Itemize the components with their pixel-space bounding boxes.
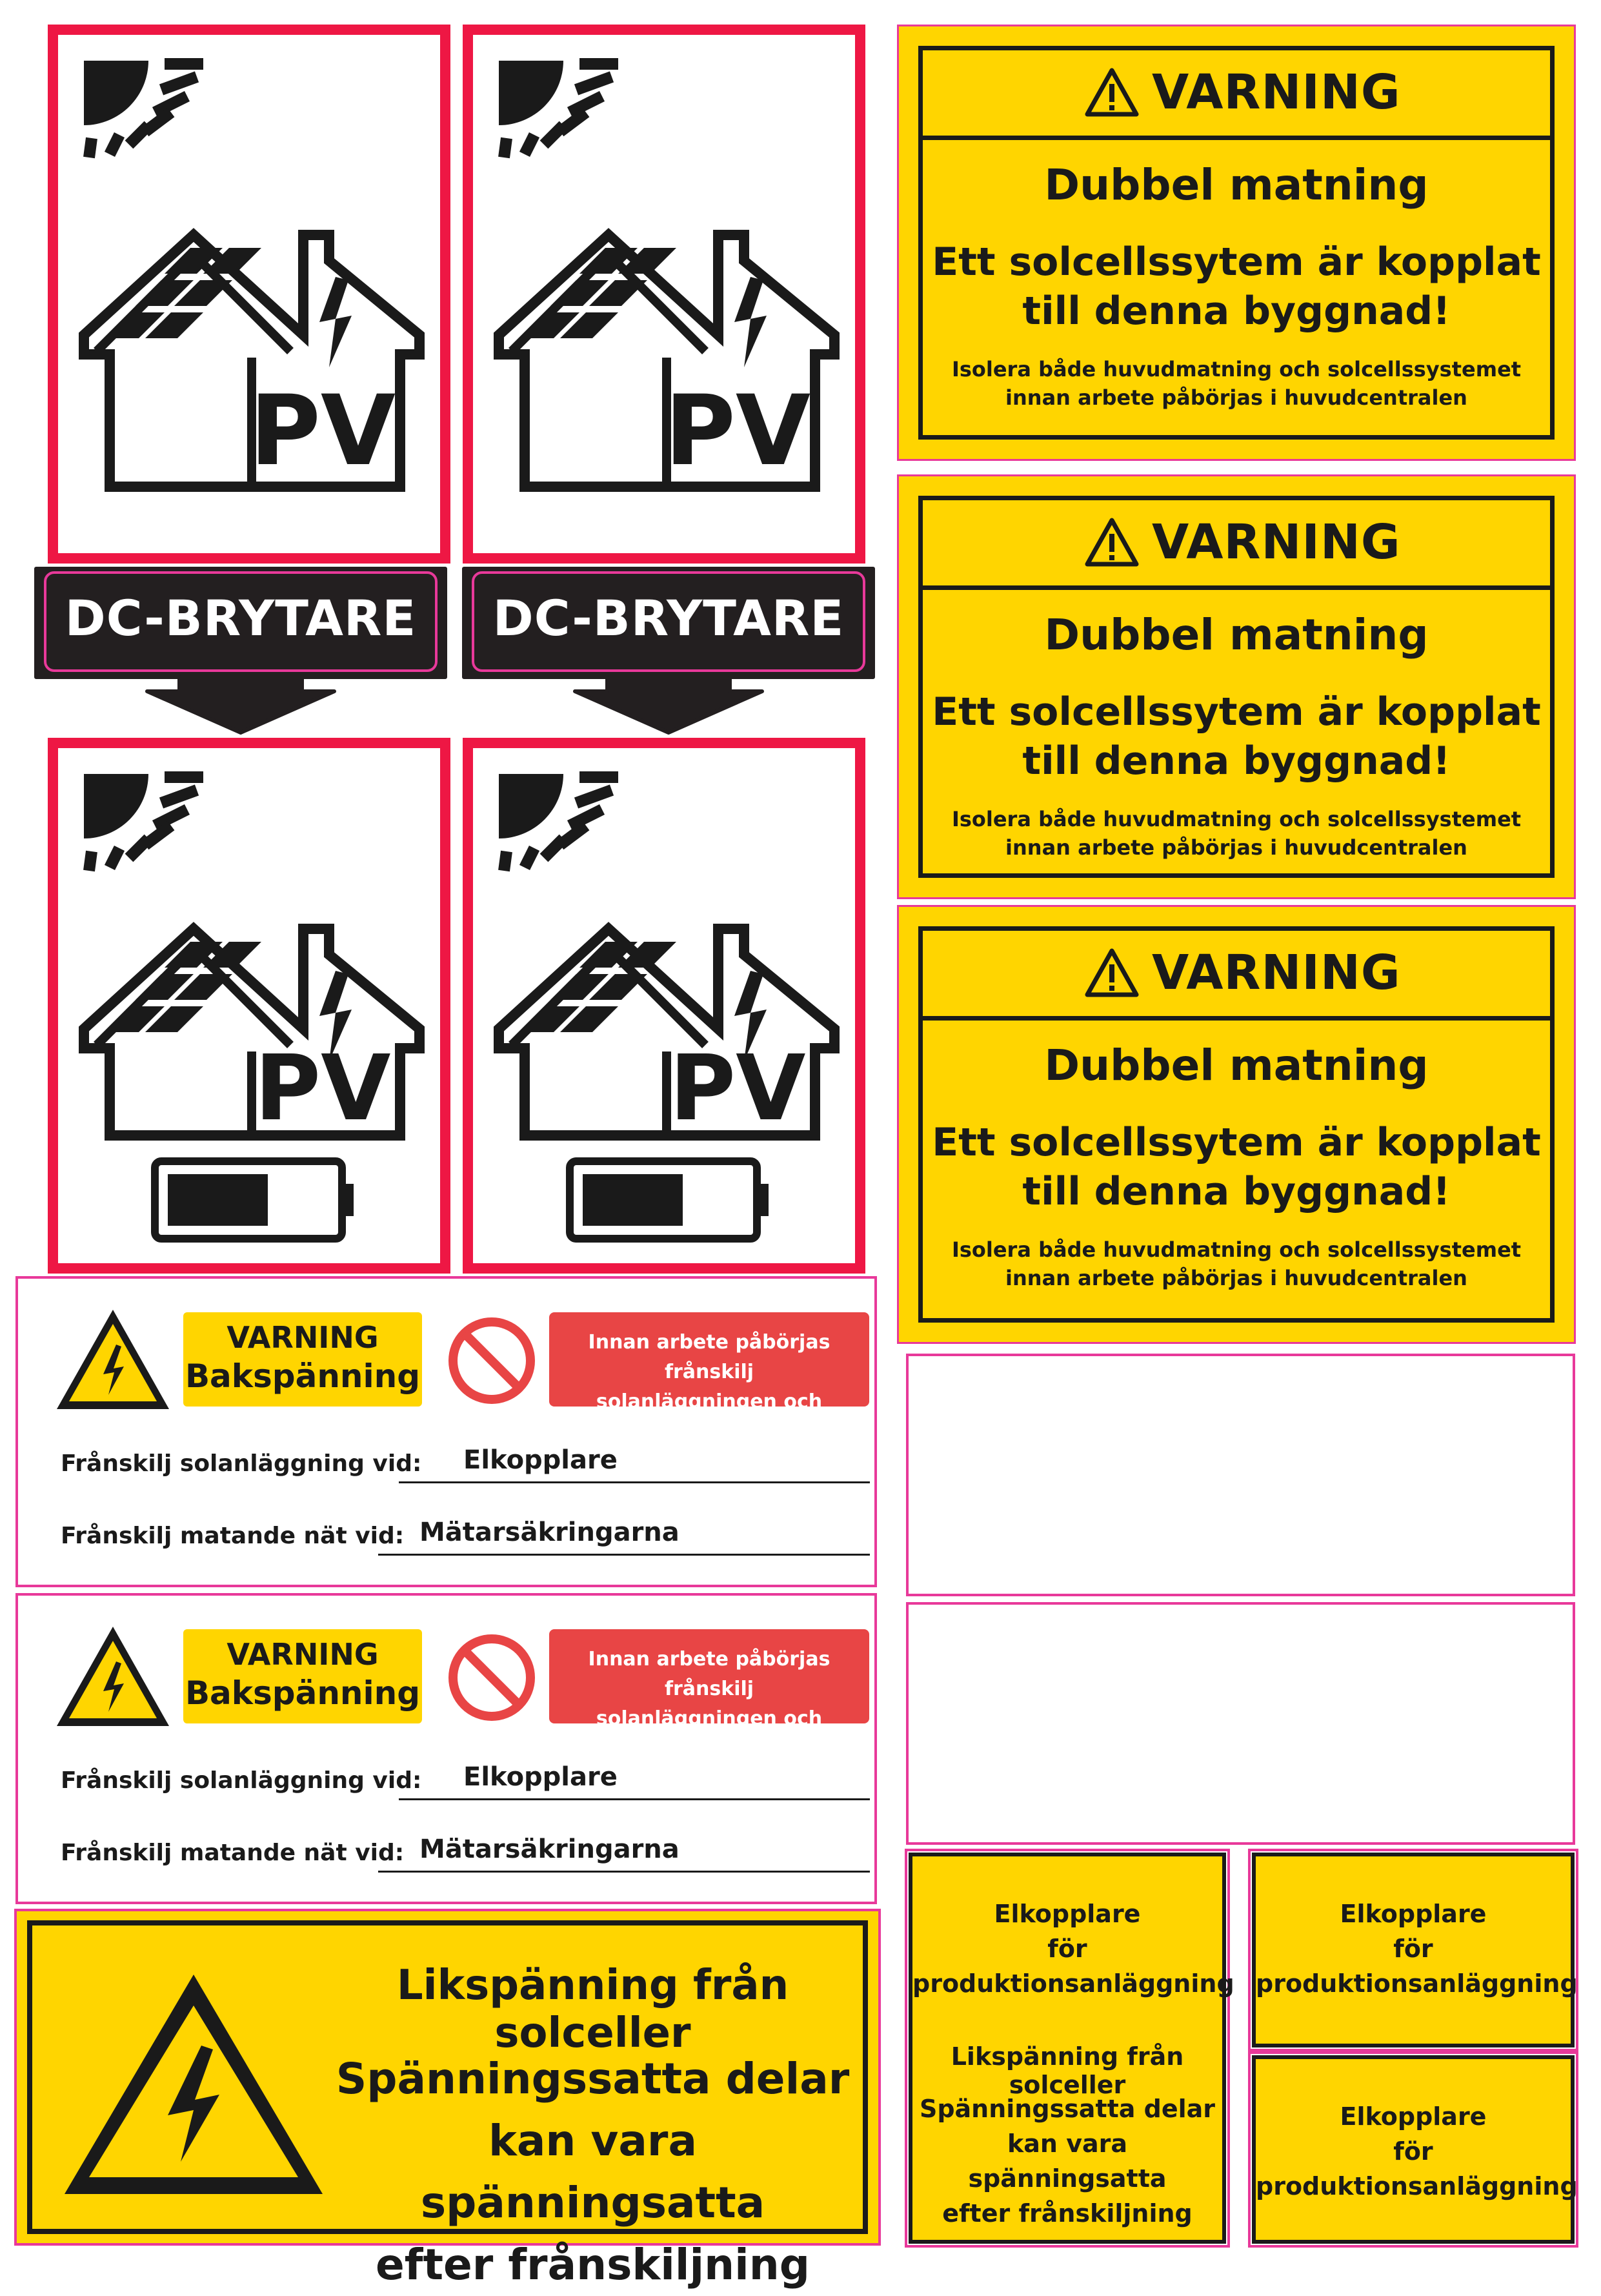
high-voltage-icon bbox=[58, 1968, 329, 2200]
isolate-instruction: Innan arbete påbörjas frånskilj solanläggningen och matande nät bbox=[549, 1629, 869, 1723]
double-feed-warning-sign bbox=[897, 25, 1576, 461]
dc-breaker-label: DC-BRYTARE bbox=[65, 589, 417, 647]
switch-label: Elkopplare för produktionsanläggning bbox=[1256, 2102, 1578, 2200]
dc-breaker-banner bbox=[31, 564, 450, 738]
grid-isolation-value: Mätarsäkringarna bbox=[419, 1518, 680, 1547]
high-voltage-icon bbox=[52, 1621, 174, 1731]
battery-icon bbox=[570, 1161, 769, 1239]
dc-voltage-body: Spänningssatta delar kan vara spänningsatta efter frånskiljning bbox=[919, 2095, 1216, 2228]
high-voltage-icon bbox=[52, 1305, 174, 1414]
blank-label bbox=[906, 1602, 1575, 1845]
grid-isolation-value: Mätarsäkringarna bbox=[419, 1834, 680, 1864]
blank-label bbox=[906, 1354, 1575, 1596]
battery-icon bbox=[155, 1161, 354, 1239]
field-line bbox=[399, 1481, 870, 1483]
warning-triangle-icon bbox=[1084, 948, 1140, 998]
warning-body: Ett solcellssytem är kopplat till denna byggnad! bbox=[932, 689, 1541, 784]
dc-voltage-title: Likspänning från solceller bbox=[951, 2042, 1184, 2099]
solar-isolation-value: Elkopplare bbox=[463, 1445, 618, 1475]
lightning-icon bbox=[734, 277, 767, 367]
warning-triangle-icon bbox=[1084, 67, 1140, 117]
pv-sign bbox=[463, 25, 865, 564]
pv-label: PV bbox=[254, 1036, 391, 1141]
sun-icon bbox=[84, 61, 203, 157]
sun-icon bbox=[84, 774, 203, 871]
solar-isolation-label: Frånskilj solanläggning vid: bbox=[61, 1450, 422, 1477]
switch-label: Elkopplare för produktionsanläggning bbox=[1256, 1900, 1578, 1998]
warning-body: Ett solcellssytem är kopplat till denna byggnad! bbox=[932, 1120, 1541, 1214]
backfeed-warning-sign bbox=[15, 1593, 877, 1904]
dc-warning-body: Spänningssatta delar kan vara spänningsatta efter frånskiljning bbox=[336, 2054, 850, 2290]
warning-header: VARNING bbox=[1152, 514, 1401, 570]
switch-label: Elkopplare för produktionsanläggning bbox=[912, 1900, 1234, 1998]
solar-isolation-value: Elkopplare bbox=[463, 1762, 618, 1792]
grid-isolation-label: Frånskilj matande nät vid: bbox=[61, 1840, 405, 1866]
double-feed-warning-sign bbox=[897, 474, 1576, 899]
dc-breaker-banner bbox=[459, 564, 878, 738]
solar-house-icon bbox=[473, 748, 855, 1263]
backfeed-warning-label: VARNING Bakspänning bbox=[183, 1312, 422, 1407]
switch-label-card bbox=[1252, 1853, 1578, 2047]
dc-warning-title: Likspänning från solceller bbox=[396, 1962, 789, 2057]
warning-triangle-icon bbox=[1084, 517, 1140, 567]
solar-house-icon bbox=[473, 35, 855, 553]
pv-label: PV bbox=[664, 375, 811, 487]
switch-dc-label bbox=[909, 1853, 1234, 2244]
warning-title: Dubbel matning bbox=[1044, 160, 1429, 210]
pv-battery-sign bbox=[463, 738, 865, 1274]
warning-body: Ett solcellssytem är kopplat till denna byggnad! bbox=[932, 239, 1541, 334]
lightning-icon bbox=[319, 277, 352, 367]
dc-breaker-label: DC-BRYTARE bbox=[492, 589, 845, 647]
double-feed-warning-sign bbox=[897, 905, 1576, 1344]
warning-note: Isolera både huvudmatning och solcellssystemet innan arbete påbörjas i huvudcentralen bbox=[951, 1237, 1522, 1290]
field-line bbox=[378, 1871, 870, 1873]
backfeed-warning-sign bbox=[15, 1276, 877, 1587]
field-line bbox=[399, 1798, 870, 1800]
prohibited-icon bbox=[445, 1314, 538, 1407]
pv-battery-sign bbox=[48, 738, 450, 1274]
solar-isolation-label: Frånskilj solanläggning vid: bbox=[61, 1767, 422, 1794]
backfeed-warning-label: VARNING Bakspänning bbox=[183, 1629, 422, 1723]
grid-isolation-label: Frånskilj matande nät vid: bbox=[61, 1523, 405, 1549]
field-line bbox=[378, 1554, 870, 1556]
sun-icon bbox=[499, 774, 618, 871]
isolate-instruction: Innan arbete påbörjas frånskilj solanläggningen och matande nät bbox=[549, 1312, 869, 1407]
pv-sign bbox=[48, 25, 450, 564]
warning-header: VARNING bbox=[1152, 65, 1401, 120]
warning-header: VARNING bbox=[1152, 945, 1401, 1001]
warning-title: Dubbel matning bbox=[1044, 1041, 1429, 1090]
warning-note: Isolera både huvudmatning och solcellssystemet innan arbete påbörjas i huvudcentralen bbox=[951, 357, 1522, 410]
solar-house-icon bbox=[58, 35, 440, 553]
pv-label: PV bbox=[669, 1036, 806, 1141]
switch-label-card bbox=[1252, 2055, 1578, 2244]
warning-title: Dubbel matning bbox=[1044, 610, 1429, 660]
dc-voltage-warning-sign bbox=[14, 1909, 881, 2290]
warning-note: Isolera både huvudmatning och solcellssystemet innan arbete påbörjas i huvudcentralen bbox=[951, 807, 1522, 860]
pv-label: PV bbox=[249, 375, 396, 487]
sun-icon bbox=[499, 61, 618, 157]
prohibited-icon bbox=[445, 1631, 538, 1724]
solar-house-icon bbox=[58, 748, 440, 1263]
